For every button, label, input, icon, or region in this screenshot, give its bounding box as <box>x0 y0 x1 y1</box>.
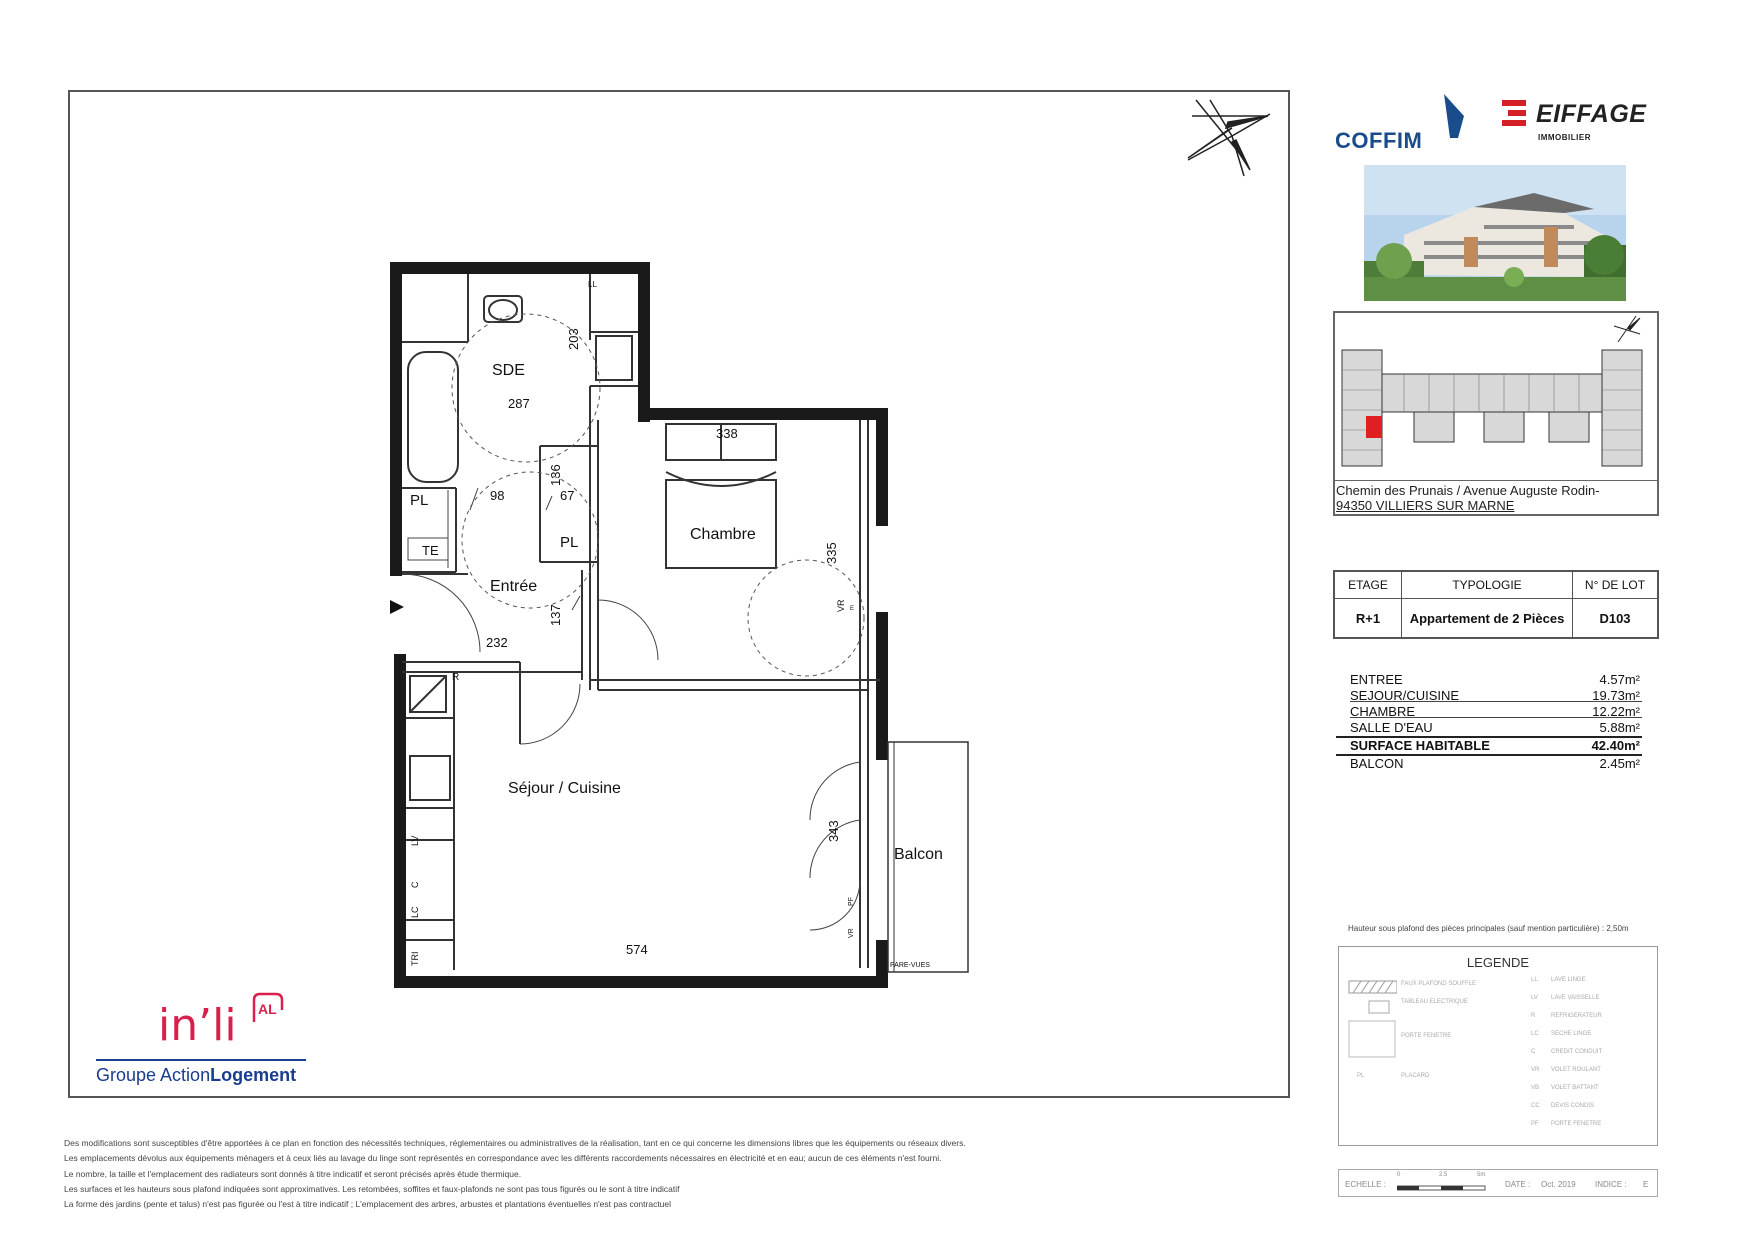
area-value: 19.73m² <box>1592 688 1640 703</box>
site-address-line-2: 94350 VILLIERS SUR MARNE <box>1336 498 1515 513</box>
room-entree: Entrée <box>490 578 538 595</box>
scale-tick: 2.5 <box>1439 1172 1448 1178</box>
room-pl-2: PL <box>560 534 579 551</box>
area-row-total <box>1336 736 1642 756</box>
disclaimer-line: Des modifications sont susceptibles d'être apportées à ce plan en fonction des nécessités techniques, réglementaires ou administratives de la réalisation, tant en ce qui concerne les dimensions libres que les équipements ou réseaux divers. <box>64 1138 966 1148</box>
legend-item: LAVE VAISSELLE <box>1551 995 1600 1001</box>
areas-list <box>1336 672 1642 772</box>
area-row <box>1336 756 1642 772</box>
code-lv: LV <box>410 835 420 846</box>
area-row <box>1336 688 1642 704</box>
index-label: INDICE : <box>1595 1180 1627 1189</box>
legend-code: PL <box>1357 1073 1365 1079</box>
legend-code: LL <box>1531 977 1538 983</box>
scale-graphic <box>1397 1184 1487 1192</box>
site-plan <box>1334 312 1658 482</box>
legend-item: REFRIGERATEUR <box>1551 1013 1602 1019</box>
area-label: SEJOUR/CUISINE <box>1350 688 1460 703</box>
compass-icon <box>1188 100 1270 176</box>
code-ll: LL <box>588 280 597 289</box>
room-sejour-cuisine: Séjour / Cuisine <box>508 780 621 797</box>
legend-code: C <box>1531 1049 1536 1055</box>
legend-item: PORTE FENETRE <box>1551 1121 1602 1127</box>
lot-header-etage: ETAGE <box>1334 571 1402 599</box>
code-e: E <box>850 606 855 612</box>
legend-item: CREDIT CONDUIT <box>1551 1049 1603 1055</box>
room-chambre: Chambre <box>690 526 756 543</box>
eiffage-logo: EIFFAGE <box>1536 100 1647 128</box>
exterior-walls <box>390 262 888 988</box>
area-value: 12.22m² <box>1592 704 1640 719</box>
dim-pl-width-2: 67 <box>560 488 575 503</box>
dim-sde-width: 287 <box>508 396 530 411</box>
lot-header-numero: N° DE LOT <box>1573 571 1659 599</box>
lot-table <box>1333 570 1659 639</box>
lot-highlight <box>1366 416 1382 438</box>
scale-bar <box>1338 1169 1658 1197</box>
disclaimer-line: Les emplacements dévolus aux équipements ménagers et à ceux liés au lavage du linge sont représentés en correspondance avec les différents raccordements nécessaires en électricité et en eau; aucun de ces éléments n'est fourni. <box>64 1153 942 1164</box>
code-pf: PF <box>848 897 855 906</box>
entry-arrow-icon <box>390 600 404 614</box>
eiffage-subtitle: IMMOBILIER <box>1538 133 1591 142</box>
coffim-logo: COFFIM <box>1335 128 1423 153</box>
site-address-line-1: Chemin des Prunais / Avenue Auguste Rodin- <box>1336 483 1600 498</box>
legend-item: LAVE LINGE <box>1551 977 1586 983</box>
disclaimer <box>64 1136 1124 1212</box>
lot-header-typologie: TYPOLOGIE <box>1402 571 1573 599</box>
room-pl-1: PL <box>410 492 429 509</box>
legend-code: R <box>1531 1013 1536 1019</box>
inli-logo: in’li <box>158 1000 237 1051</box>
legend-item: DEVIS CONDIS <box>1551 1103 1595 1109</box>
inli-al-badge <box>250 990 286 1026</box>
date-value: Oct. 2019 <box>1541 1180 1576 1189</box>
dim-pl-height: 136 <box>548 464 563 486</box>
dim-sde-height: 203 <box>566 328 581 350</box>
legend-code: VR <box>1531 1067 1540 1073</box>
legend-code: PF <box>1531 1121 1539 1127</box>
area-row <box>1336 720 1642 736</box>
legend-item: TABLEAU ELECTRIQUE <box>1401 999 1468 1005</box>
area-label: ENTREE <box>1350 672 1403 687</box>
dim-entree-height: 137 <box>548 604 563 626</box>
disclaimer-line: La forme des jardins (pente et talus) n'est pas figurée ou l'est à titre indicatif ; L'emplacement des arbres, arbustes et plantations éventuelles n'est pas contractuel <box>64 1199 672 1210</box>
disclaimer-line: Le nombre, la taille et l'emplacement des radiateurs sont donnés à titre indicatif et seront précisés après étude thermique. <box>64 1168 522 1179</box>
area-value: 5.88m² <box>1599 720 1640 735</box>
area-value: 42.40m² <box>1591 738 1640 753</box>
disclaimer-line: Les surfaces et les hauteurs sous plafond indiquées sont approximatives. Les retombées, soffites et faux-plafonds ne sont pas tous figurés ou le sont à titre indicatif <box>64 1183 680 1194</box>
lot-value-numero: D103 <box>1573 599 1659 639</box>
legend-symbols <box>1347 979 1397 1069</box>
scale-tick: 0 <box>1397 1172 1401 1178</box>
room-te: TE <box>422 543 439 558</box>
date-label: DATE : <box>1505 1180 1531 1189</box>
dim-sejour-width: 574 <box>626 942 648 957</box>
site-address <box>1336 483 1656 513</box>
legend-item: VOLET ROULANT <box>1551 1067 1601 1073</box>
code-c: C <box>410 881 420 888</box>
code-r: R <box>452 672 460 683</box>
legend-title: LEGENDE <box>1466 955 1530 970</box>
legend-item: VOLET BATTANT <box>1551 1085 1599 1091</box>
area-value: 4.57m² <box>1599 672 1640 687</box>
dim-pl-width: 98 <box>490 488 505 503</box>
room-sde: SDE <box>492 362 525 379</box>
group-prefix: Groupe Action <box>96 1065 211 1085</box>
code-lc: LC <box>410 906 420 918</box>
code-vr-2: VR <box>848 928 855 938</box>
area-value: 2.45m² <box>1599 756 1640 771</box>
inli-badge-text: AL <box>258 1001 277 1017</box>
inli-divider <box>96 1059 306 1061</box>
scale-tick: 5m <box>1477 1172 1486 1178</box>
index-value: E <box>1643 1180 1649 1189</box>
coffim-mark-icon <box>1440 92 1466 142</box>
lot-value-typologie: Appartement de 2 Pièces <box>1402 599 1573 639</box>
area-label: SALLE D'EAU <box>1350 720 1433 735</box>
room-balcon: Balcon <box>894 846 943 863</box>
group-suffix: Logement <box>210 1065 297 1085</box>
dim-entree-width: 232 <box>486 635 508 650</box>
code-vr-1: VR <box>836 599 846 612</box>
area-row <box>1336 704 1642 720</box>
area-label: SURFACE HABITABLE <box>1350 738 1490 753</box>
area-row <box>1336 672 1642 688</box>
area-label: CHAMBRE <box>1350 704 1416 719</box>
dim-sejour-height: 343 <box>826 820 841 842</box>
legend-item: FAUX PLAFOND SOUFFLE <box>1401 981 1477 987</box>
legend-item: SECHE LINGE <box>1551 1031 1592 1037</box>
building-photo <box>1364 165 1626 301</box>
dim-chambre-width: 338 <box>716 426 738 441</box>
lot-value-etage: R+1 <box>1334 599 1402 639</box>
scale-label: ECHELLE : <box>1345 1180 1386 1189</box>
legend-box <box>1338 946 1658 1146</box>
ceiling-height-note: Hauteur sous plafond des pièces principales (sauf mention particulière) : 2,50m <box>1348 924 1629 933</box>
legend-code: LV <box>1531 995 1538 1001</box>
group-action-logement <box>96 1065 296 1086</box>
area-label: BALCON <box>1350 756 1404 771</box>
code-pare-vues: PARE-VUES <box>890 962 930 969</box>
legend-code: CC <box>1531 1103 1540 1109</box>
site-divider <box>1333 480 1659 481</box>
dim-chambre-height: 335 <box>824 542 839 564</box>
code-tri: TRI <box>410 951 420 966</box>
legend-item: PORTE FENETRE <box>1401 1033 1452 1039</box>
legend-item: PLACARD <box>1401 1073 1430 1079</box>
eiffage-mark-icon <box>1502 100 1526 126</box>
legend-code: VB <box>1531 1085 1540 1091</box>
site-compass-icon <box>1614 316 1640 342</box>
legend-code: LC <box>1531 1031 1539 1037</box>
